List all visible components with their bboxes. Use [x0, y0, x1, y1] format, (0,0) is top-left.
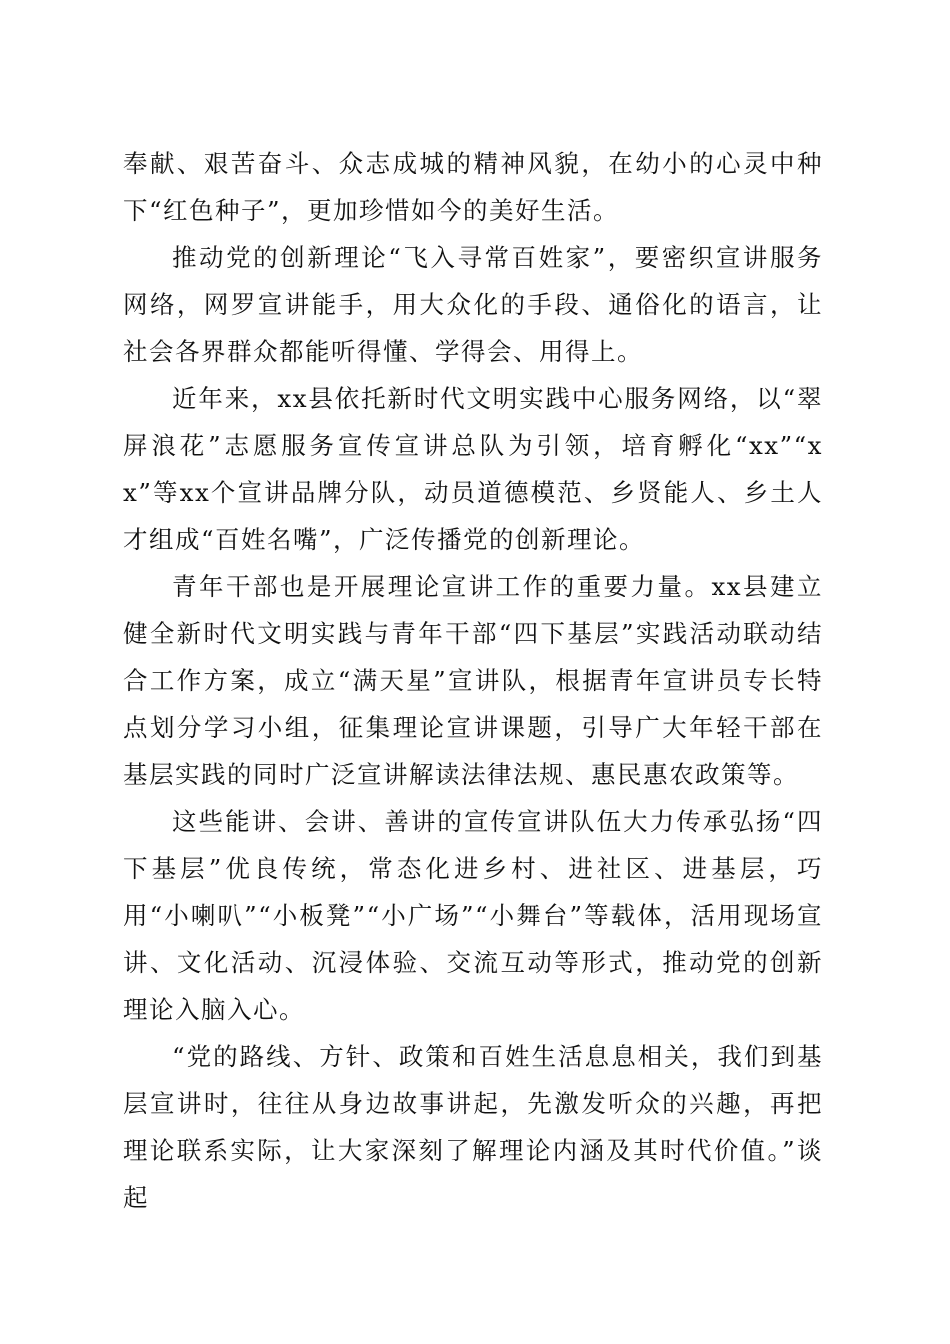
- paragraph-young-cadres: 青年干部也是开展理论宣讲工作的重要力量。xx县建立健全新时代文明实践与青年干部“四下基层”实践活动联动结合工作方案，成立“满天星”宣讲队，根据青年宣讲员专长特点划分学习小组，征集理论宣讲课题，引导广大年轻干部在基层实践的同时广泛宣讲解读法律法规、惠民惠农政策等。: [123, 572, 823, 789]
- paragraph-county-brand-teams: 近年来，xx县依托新时代文明实践中心服务网络，以“翠屏浪花”志愿服务宣传宣讲总队为引领，培育孵化“xx”“xx”等xx个宣讲品牌分队，动员道德模范、乡贤能人、乡土人才组成“百姓名嘴”，广泛传播党的创新理论。: [123, 384, 823, 554]
- paragraph-quote: “党的路线、方针、政策和百姓生活息息相关，我们到基层宣讲时，往往从身边故事讲起，先激发听众的兴趣，再把理论联系实际，让大家深刻了解理论内涵及其时代价值。”谈起: [123, 1042, 823, 1212]
- paragraph-theory-network: 推动党的创新理论“飞入寻常百姓家”，要密织宣讲服务网络，网罗宣讲能手，用大众化的手段、通俗化的语言，让社会各界群众都能听得懂、学得会、用得上。: [123, 243, 823, 366]
- paragraph-lecture-teams: 这些能讲、会讲、善讲的宣传宣讲队伍大力传承弘扬“四下基层”优良传统，常态化进乡村、进社区、进基层，巧用“小喇叭”“小板凳”“小广场”“小舞台”等载体，活用现场宣讲、文化活动、沉浸体验、交流互动等形式，推动党的创新理论入脑入心。: [123, 807, 823, 1024]
- paragraph-continuation: 奉献、艰苦奋斗、众志成城的精神风貌，在幼小的心灵中种下“红色种子”，更加珍惜如今的美好生活。: [123, 149, 823, 225]
- document-body: [123, 140, 823, 1221]
